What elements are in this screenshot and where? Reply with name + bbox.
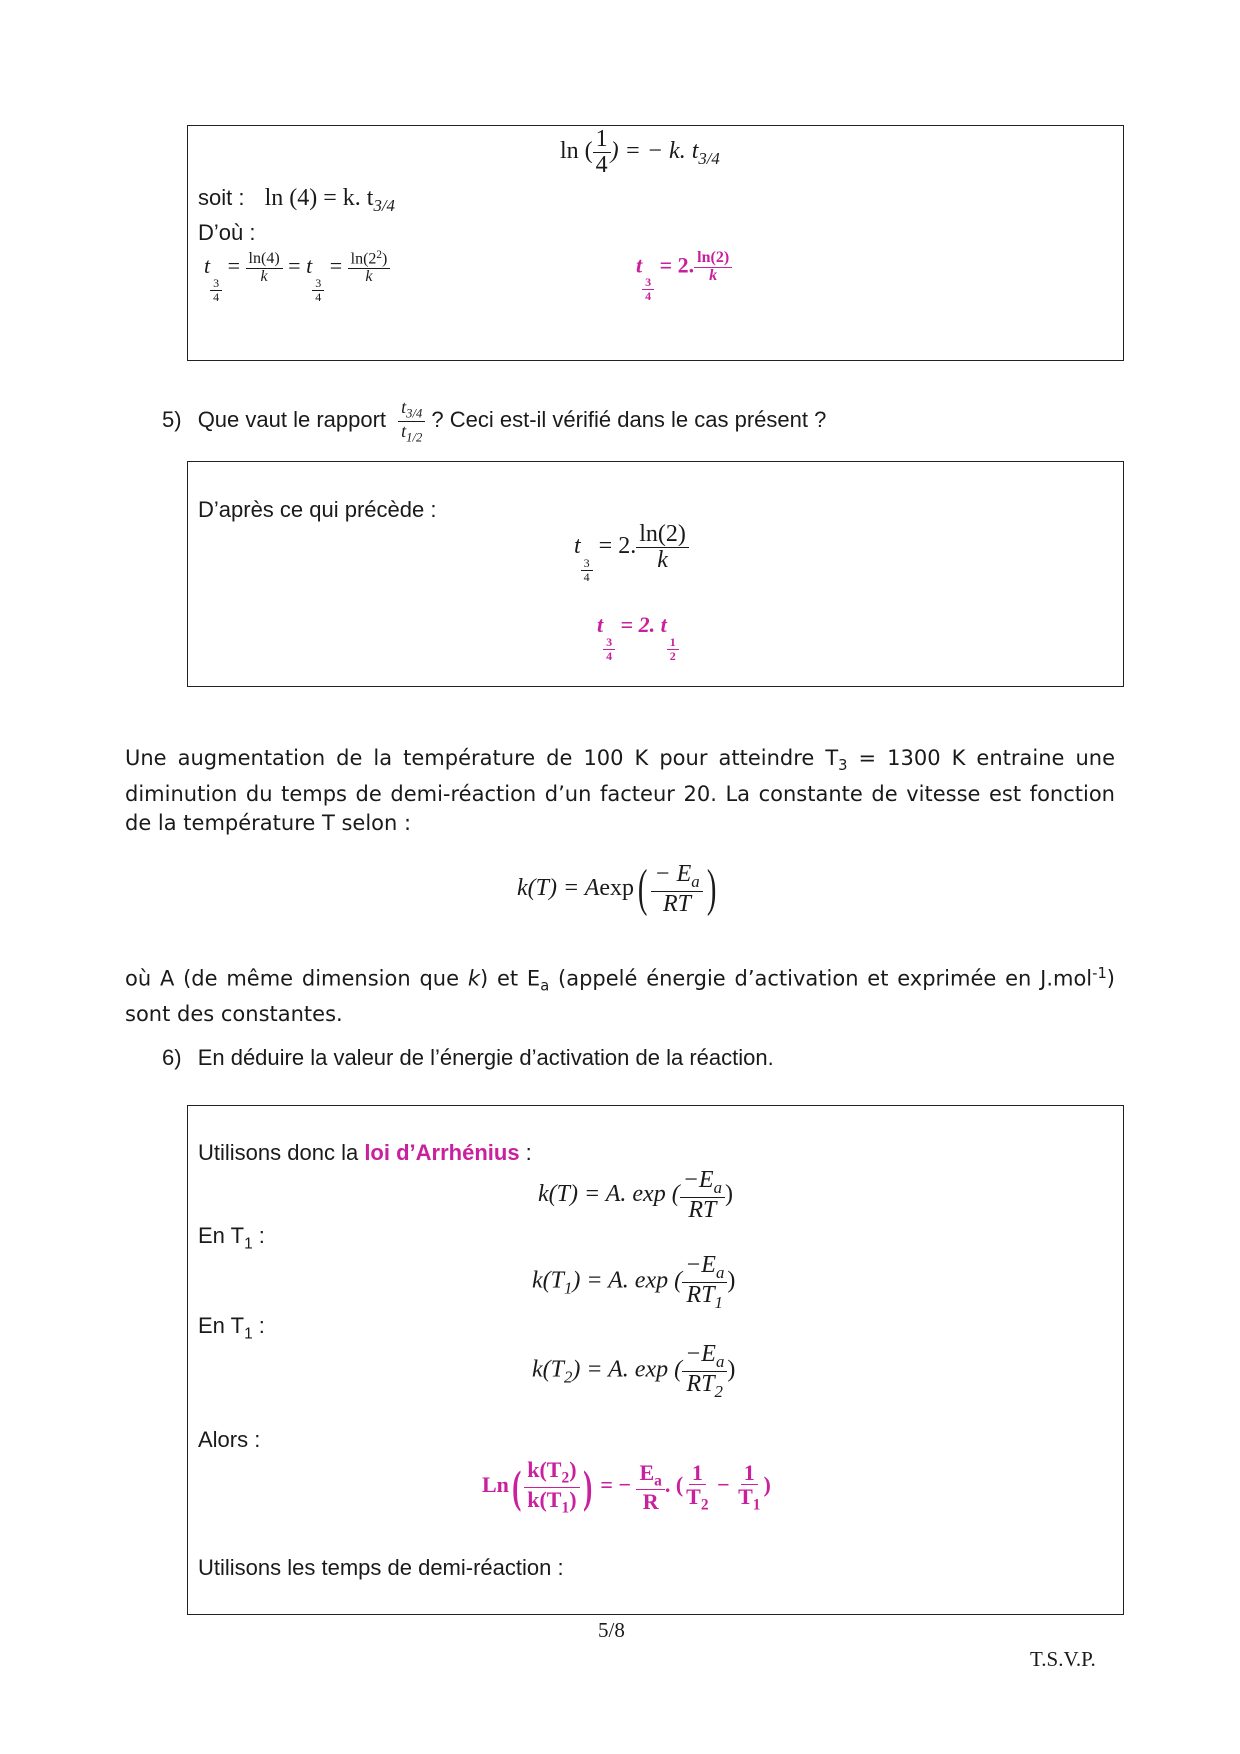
t-sub-1-2 [667,636,679,662]
frac-num: 1 [689,1461,706,1485]
frac-num [636,1461,664,1491]
sub-den: 4 [583,569,590,584]
den-text: T [686,1483,701,1509]
t-symbol: t [574,533,581,560]
t-symbol: t [636,252,643,278]
den-text: T [738,1483,753,1509]
frac-num: ln(4) [246,251,283,269]
frac-den [524,1488,579,1517]
num-sub: a [654,1472,662,1490]
num-text: −E [685,1341,716,1367]
frac-den: 4 [595,152,608,179]
box2-eq1 [574,522,689,583]
num-sub: 2 [561,1469,570,1487]
frac-ea-rt2 [682,1342,727,1400]
text-b: ) et E [480,966,541,991]
question-number: 6) [162,1045,182,1070]
t-sub-3-4 [581,557,593,583]
equals-sign: = [659,252,673,278]
frac-den: RT [663,890,692,917]
frac-1-T1 [735,1461,763,1514]
lhs-end: ) = A. exp ( [572,1267,683,1294]
t-symbol: t [306,253,313,279]
num-sub: a [691,871,700,891]
frac-den [735,1485,763,1514]
sub: 3 [838,757,848,775]
soit-eq-sub: 3/4 [373,195,395,215]
close: ) [763,1472,771,1498]
lhs-sub: 2 [564,1367,573,1387]
lhs-end: ) = A. exp ( [572,1356,683,1383]
ln-label: Ln [482,1472,509,1498]
den-text: RT [686,1370,715,1397]
den-sub: 1 [714,1292,723,1312]
frac-ea-rt [680,1168,725,1223]
intro-a: Utilisons donc la [198,1140,365,1165]
paren-open: ( [637,860,648,918]
equals-sign: = [329,253,343,279]
frac-den [683,1485,711,1514]
frac-t34-t12 [398,398,425,444]
eq-k-T2 [532,1342,735,1400]
lhs: k(T [532,1267,564,1294]
colon: : [252,1223,265,1248]
t-sub: 1/2 [406,430,423,445]
den-end: ) [569,1486,577,1512]
num-sub: a [715,1351,725,1371]
t-symbol: t [597,612,604,637]
frac-den [684,1283,726,1312]
t-sub: 3/4 [406,406,423,421]
exp: exp [599,874,635,901]
frac-num: ln(2) [694,250,732,268]
eq-ln-prefix: ln ( [560,138,593,165]
rhs: 2. t [638,612,667,637]
soit-eq-text: ln (4) = k. t [264,185,374,211]
den-sub: 1 [752,1496,761,1514]
question-text-before: Que vaut le rapport [197,406,387,432]
eq-k-T1 [532,1253,735,1311]
sub-num: 3 [312,277,324,291]
sup: -1 [1092,965,1107,982]
sub-num: 1 [667,636,679,650]
frac-den: R [642,1489,659,1515]
den-sub: 1 [561,1498,570,1516]
frac-den [684,1372,726,1401]
close: ) [724,1180,733,1207]
sub-den: 4 [645,288,652,303]
equals-sign: = [598,533,613,560]
tsvp-label: T.S.V.P. [1030,1647,1096,1671]
frac-ln2-k [636,522,689,573]
box3-intro [198,1140,532,1166]
lhs: k(T [532,1356,564,1383]
den-text: k(T [527,1486,562,1512]
t-symbol: t [401,397,407,417]
colon: : [252,1313,265,1338]
question-6 [162,1045,774,1071]
question-text: En déduire la valeur de l’énergie d’activation de la réaction. [197,1045,774,1070]
frac-den [398,422,425,445]
paren-close: ) [582,1461,592,1513]
sub-den: 2 [669,648,676,663]
frac-num [398,398,425,422]
sub-den: 4 [315,289,322,304]
label: En T [198,1223,245,1248]
frac-den: k [657,547,668,574]
text-d: ) [1106,966,1115,991]
num-text: − E [654,861,692,887]
frac-num [680,1168,725,1198]
num-sub: a [715,1262,725,1282]
frac-ea-rt1 [682,1253,727,1311]
frac-ea-r [636,1461,664,1514]
frac-ln4-k [246,251,283,286]
question-5 [162,398,826,444]
frac-num [524,1458,579,1488]
lhs-sub: 1 [564,1278,573,1298]
sub-den: 4 [606,648,613,663]
ln-ratio-equation [482,1458,771,1516]
para-line-1 [125,959,1115,1000]
frac-ln2sq-k [348,250,391,286]
soit-eq [264,185,395,215]
paragraph-temperature [125,744,1115,838]
text-end: = 1300 K entraine une [847,746,1115,770]
sub-num: 3 [210,277,222,291]
paren-open: ( [511,1461,522,1513]
minus-sign: − [717,1472,730,1498]
num-text: E [639,1459,655,1485]
frac-num: ln(2) [636,522,689,548]
alors-label: Alors : [198,1427,261,1452]
equals-sign: = [288,253,301,279]
page-number: 5/8 [598,1618,625,1642]
paragraph-constants [125,959,1115,1029]
num-sub: a [713,1177,722,1197]
num-text: −E [685,1252,716,1278]
t-sub-3-4 [642,276,654,302]
den-sub: 2 [714,1381,723,1401]
t34-result [636,250,732,303]
t34-derivation [204,250,390,303]
sub-num: 3 [603,636,615,650]
dou-label: D’où : [198,220,256,245]
t-sub-3-4 [312,277,324,303]
frac-num: 1 [741,1461,758,1485]
num-text: −E [682,1167,714,1193]
frac-num: 1 [593,127,611,153]
frac-ln2-k [694,250,732,285]
frac-den: k [260,267,268,285]
frac-num [682,1342,727,1372]
para-line-2: sont des constantes. [125,1002,343,1027]
equals-sign: = [227,253,241,279]
equals-minus: = − [600,1472,631,1498]
text-c: (appelé énergie d’activation et exprimée en J.mol [549,966,1093,991]
question-number: 5) [162,406,182,432]
k: k [467,966,480,991]
frac-1-T2 [683,1461,711,1514]
en-t2-label [198,1313,265,1343]
t-symbol: t [401,420,407,441]
eq-ln-quarter [560,127,720,178]
close: ) [727,1267,736,1294]
ln-text: ln(2 [350,250,377,268]
arrhenius-equation [517,862,720,917]
eq-ln-sub: 3/4 [698,149,720,169]
para-line-3: de la température T selon : [125,811,412,836]
frac-den: RT [688,1196,717,1223]
frac-num [682,1253,727,1283]
sub-num: 3 [642,276,654,290]
frac-kT2-kT1 [524,1458,579,1516]
law-name: loi d’Arrhénius [364,1140,520,1165]
en-t1-label [198,1223,265,1253]
lhs: k(T) = A [517,874,600,901]
t-symbol: t [204,253,211,279]
sub: a [540,977,550,995]
frac-num [348,250,391,269]
coef: 2. [618,533,637,560]
question-text-after: ? Ceci est-il vérifié dans le cas présent ? [431,406,827,432]
para-line-2: diminution du temps de demi-réaction d’un facteur 20. La constante de vitesse est fonction [125,782,1115,807]
ln-sup: 2 [376,249,382,261]
sub: 1 [244,1235,253,1253]
t-sub-3-4 [210,277,222,303]
coef: 2. [677,252,695,278]
sub-num: 3 [581,557,593,571]
equals-sign: = [620,612,634,637]
num-text: k(T [527,1457,562,1482]
soit-label: soit : [198,185,245,210]
sub-den: 4 [213,289,220,304]
frac-num [651,862,702,892]
frac-one-quarter [593,127,611,178]
eq-k-T [538,1168,733,1223]
box3-last-line: Utilisons les temps de demi-réaction : [198,1555,564,1580]
text: Une augmentation de la température de 100 K pour atteindre T [125,746,839,770]
frac-ea-rt [651,862,702,917]
frac-den: k [709,266,718,284]
text-a: où A (de même dimension que [125,966,468,991]
t-sub-3-4 [603,636,615,662]
close: ) [727,1356,736,1383]
num-end: ) [569,1457,577,1482]
box2-eq2 [597,612,679,662]
intro-b: : [519,1140,532,1165]
sub: 1 [244,1325,253,1343]
paren-close: ) [706,860,717,918]
para-line-1 [125,744,1115,780]
frac-den: k [365,268,373,286]
den-text: RT [686,1281,715,1308]
lhs: k(T) = A. exp ( [538,1180,680,1207]
ln-close: ) [382,250,388,268]
eq-ln-suffix: ) = − k. t [610,138,699,165]
label: En T [198,1313,245,1338]
den-sub: 2 [700,1496,709,1514]
soit-line [198,185,395,216]
dot-paren: . ( [664,1472,684,1498]
box2-intro: D’après ce qui précède : [198,497,437,522]
